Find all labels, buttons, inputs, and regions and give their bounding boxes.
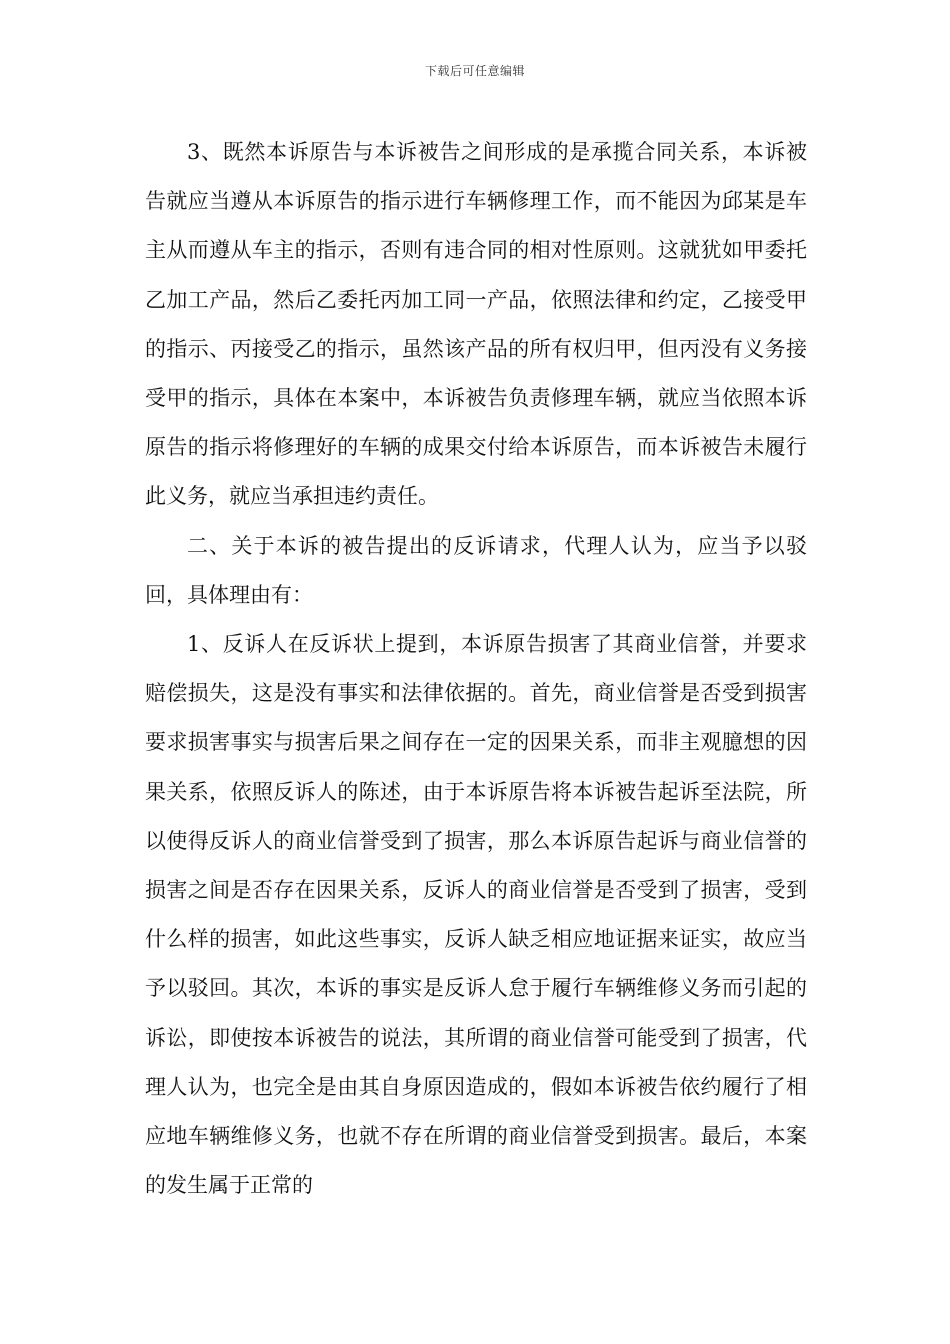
- paragraph-clause-3: 3、既然本诉原告与本诉被告之间形成的是承揽合同关系，本诉被告就应当遵从本诉原告的指示进行车辆修理工作，而不能因为邱某是车主从而遵从车主的指示，否则有违合同的相对性原则。这就犹如甲委托乙加工产品，然后乙委托丙加工同一产品，依照法律和约定，乙接受甲的指示、丙接受乙的指示，虽然该产品的所有权归甲，但丙没有义务接受甲的指示，具体在本案中，本诉被告负责修理车辆，就应当依照本诉原告的指示将修理好的车辆的成果交付给本诉原告，而本诉被告未履行此义务，就应当承担违约责任。: [145, 140, 807, 509]
- page-header: 下载后可任意编辑: [424, 64, 525, 78]
- paragraph-clause-1: 1、反诉人在反诉状上提到，本诉原告损害了其商业信誉，并要求赔偿损失，这是没有事实和法律依据的。首先，商业信誉是否受到损害要求损害事实与损害后果之间存在一定的因果关系，而非主观臆想的因果关系，依照反诉人的陈述，由于本诉原告将本诉被告起诉至法院，所以使得反诉人的商业信誉受到了损害，那么本诉原告起诉与商业信誉的损害之间是否存在因果关系，反诉人的商业信誉是否受到了损害，受到什么样的损害，如此这些事实，反诉人缺乏相应地证据来证实，故应当予以驳回。其次，本诉的事实是反诉人怠于履行车辆维修义务而引起的诉讼，即使按本诉被告的说法，其所谓的商业信誉可能受到了损害，代理人认为，也完全是由其自身原因造成的，假如本诉被告依约履行了相应地车辆维修义务，也就不存在所谓的商业信誉受到损害。最后，本案的发生属于正常的: [145, 632, 807, 1198]
- paragraph-section-2: 二、关于本诉的被告提出的反诉请求，代理人认为，应当予以驳回，具体理由有：: [145, 533, 807, 607]
- document-body: [145, 128, 807, 1210]
